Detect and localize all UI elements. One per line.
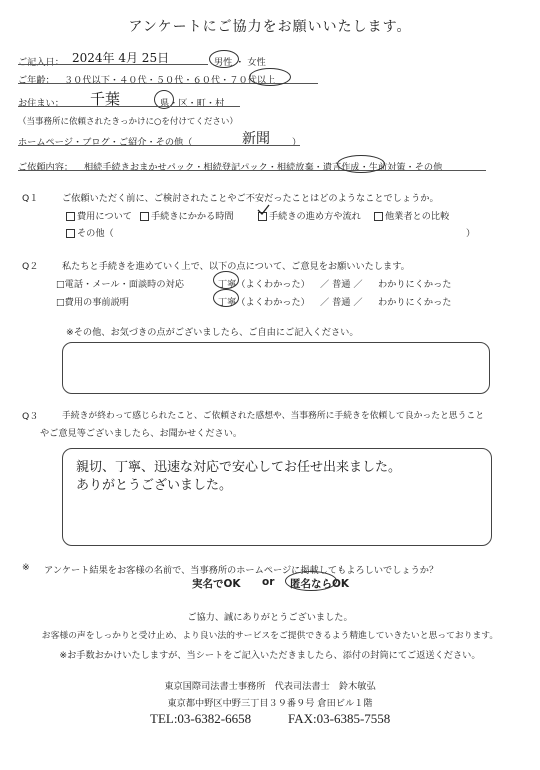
q2-row1-circle-mark [213, 271, 239, 289]
q2-row2-rating-unclear: わかりにくかった [378, 297, 452, 308]
page-title: アンケートにご協力をお願いいたします。 [128, 19, 412, 35]
q2-question: 私たちと手続きを進めていく上で、以下の点について、ご意見をお願いいたします。 [62, 261, 410, 272]
trigger-note: （当事務所に依頼されたきっかけに○を付けてください） [18, 117, 238, 127]
office-name: 東京国際司法書士事務所 代表司法書士 鈴木敏弘 [164, 681, 376, 692]
trigger-other-handwritten: 新聞 [242, 131, 270, 147]
checkbox-icon [66, 229, 75, 238]
trigger-options: ホームページ・ブログ・ご紹介・その他（ [18, 137, 193, 148]
gender-options: 男性 ・ 女性 [214, 57, 266, 68]
trigger-close-paren: ） [292, 137, 302, 148]
q3-question-line1: 手続きが終わって感じられたこと、ご依頼された感想や、当事務所に手続きを依頼して良かったと思うこと [62, 411, 484, 421]
age-label: ご年齢： [18, 75, 55, 86]
q3-answer-line2: ありがとうございました。 [76, 478, 233, 493]
checkbox-icon [374, 212, 383, 221]
q2-comment-box [62, 342, 490, 394]
q2-row2-rating-normal: ／ 普通 ／ [320, 297, 363, 308]
q2-row1-label: □電話・メール・面談時の対応 [56, 279, 184, 290]
address-handwritten: 千葉 [90, 90, 121, 108]
q1-option-process: 手続きの進め方や流れ [258, 208, 361, 222]
request-underline [18, 170, 486, 171]
consent-or: or [262, 576, 275, 588]
consent-option-real-name: 実名でOK [192, 578, 241, 590]
closing-commitment: お客様の声をしっかりと受け止め、より良い法的サービスをご提供できるよう精進していきたいと思っております。 [41, 631, 499, 641]
consent-question: アンケート結果をお客様の名前で、当事務所のホームページに掲載してもよろしいでしょうか？ [44, 565, 439, 576]
closing-return-note: ※お手数おかけいたしますが、当シートをご記入いただきましたら、添付の封筒にてご返送ください。 [59, 650, 481, 661]
consent-option-anonymous: 匿名ならOK [290, 578, 350, 590]
request-circle-mark [337, 155, 385, 173]
q1-option-cost: 費用について [66, 208, 132, 222]
q2-row2-circle-mark [213, 289, 239, 307]
q1-question: ご依頼いただく前に、ご検討されたことやご不安だったことはどのようなことでしょうか。 [62, 193, 439, 204]
q3-answer-line1: 親切、丁寧、迅速な対応で安心してお任せ出来ました。 [76, 460, 402, 475]
q2-row1-rating-unclear: わかりにくかった [378, 279, 452, 290]
q3-question-line2: やご意見等ございましたら、お聞かせください。 [40, 428, 243, 439]
q1-option-compare: 他業者との比較 [374, 208, 449, 222]
q2-number: Q２ [22, 261, 39, 272]
check-mark-icon [256, 203, 270, 217]
q1-option-time: 手続きにかかる時間 [140, 208, 234, 222]
office-address: 東京都中野区中野三丁目３９番９号 倉田ビル１階 [167, 698, 373, 709]
trigger-underline [18, 145, 300, 146]
q1-other-close: ） [466, 228, 476, 239]
q2-row1-rating-normal: ／ 普通 ／ [320, 279, 363, 290]
closing-thanks: ご協力、誠にありがとうございました。 [187, 612, 353, 623]
q2-comment-prompt: ※その他、お気づきの点がございましたら、ご自由にご記入ください。 [66, 327, 359, 338]
address-underline [18, 106, 240, 107]
checkbox-icon [140, 212, 149, 221]
q2-row2-rating-polite: 丁寧（よくわかった） [218, 297, 310, 308]
consent-circle-mark [285, 571, 337, 591]
age-options: ３０代以下・４０代・５０代・６０代・７０代以上 [64, 75, 276, 86]
q1-option-other: その他（ [66, 225, 114, 239]
q3-number: Q３ [22, 411, 39, 422]
date-handwritten: 2024年 4月 25日 [72, 51, 170, 65]
q1-number: Q１ [22, 193, 39, 204]
gender-circle-mark [209, 50, 239, 68]
office-tel: TEL:03-6382-6658 [150, 711, 252, 726]
address-label: お住まい： [18, 98, 64, 109]
date-label: ご記入日： [18, 57, 64, 68]
age-circle-mark [249, 68, 291, 86]
request-options: 相続手続きおまかせパック・相続登記パック・相続放棄・遺言作成・生前対策・その他 [84, 162, 443, 173]
q2-row1-rating-polite: 丁寧（よくわかった） [218, 279, 310, 290]
address-units: 県・区・町・村 [160, 98, 225, 109]
consent-mark: ※ [22, 562, 30, 573]
request-label: ご依頼内容： [18, 162, 74, 173]
date-underline [18, 64, 208, 65]
q2-row2-label: □費用の事前説明 [56, 297, 129, 308]
checkbox-icon [66, 212, 75, 221]
office-fax: FAX:03-6385-7558 [288, 711, 391, 726]
